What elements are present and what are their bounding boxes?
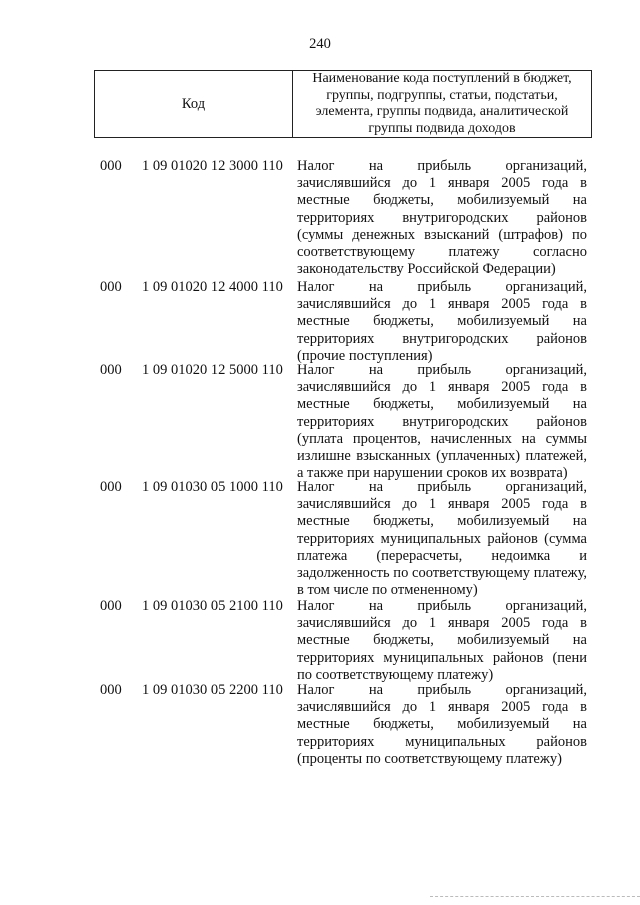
page-number: 240 xyxy=(309,36,331,52)
header-code-cell: Код xyxy=(95,71,293,137)
row-description: Налог на прибыль организаций, зачислявшийся до 1 января 2005 года в местные бюджеты, мобилизуемый на территориях муниципальных районов (проценты по соответствующему платежу) xyxy=(297,682,587,767)
row-prefix: 000 xyxy=(100,362,122,378)
table-row xyxy=(100,362,590,482)
row-code: 1 09 01020 12 3000 110 xyxy=(142,158,283,174)
row-description: Налог на прибыль организаций, зачислявшийся до 1 января 2005 года в местные бюджеты, мобилизуемый на территориях муниципальных районов (сумма платежа (перерасчеты, недоимка и задолженность по соответствующему платежу, в том числе по отмененному) xyxy=(297,479,587,599)
table-row xyxy=(100,158,590,279)
table-row xyxy=(100,479,590,598)
table-row xyxy=(100,682,590,782)
header-name-cell: Наименование кода поступлений в бюджет, группы, подгруппы, статьи, подстатьи, элемента, группы подвида, аналитической группы подвида доходов xyxy=(312,71,572,136)
row-prefix: 000 xyxy=(100,279,122,295)
scan-edge-divider xyxy=(430,896,640,898)
row-prefix: 000 xyxy=(100,158,122,174)
row-prefix: 000 xyxy=(100,682,122,698)
row-description: Налог на прибыль организаций, зачислявшийся до 1 января 2005 года в местные бюджеты, мобилизуемый на территориях внутригородских районов (прочие поступления) xyxy=(297,279,587,364)
row-code: 1 09 01020 12 4000 110 xyxy=(142,279,283,295)
table-row xyxy=(100,598,590,682)
table-body xyxy=(100,158,590,782)
row-description: Налог на прибыль организаций, зачислявшийся до 1 января 2005 года в местные бюджеты, мобилизуемый на территориях внутригородских районов (уплата процентов, начисленных на суммы излишне взысканных (уплаченных) платежей, а также при нарушении сроков их возврата) xyxy=(297,362,587,482)
row-code: 1 09 01030 05 2200 110 xyxy=(142,682,283,698)
table-row xyxy=(100,279,590,362)
table-header xyxy=(94,70,592,138)
row-code: 1 09 01030 05 2100 110 xyxy=(142,598,283,614)
row-description: Налог на прибыль организаций, зачислявшийся до 1 января 2005 года в местные бюджеты, мобилизуемый на территориях внутригородских районов (суммы денежных взысканий (штрафов) по соответствующему платежу согласно законодательству Российской Федерации) xyxy=(297,158,587,278)
row-prefix: 000 xyxy=(100,598,122,614)
row-code: 1 09 01030 05 1000 110 xyxy=(142,479,283,495)
row-code: 1 09 01020 12 5000 110 xyxy=(142,362,283,378)
row-prefix: 000 xyxy=(100,479,122,495)
row-description: Налог на прибыль организаций, зачислявшийся до 1 января 2005 года в местные бюджеты, мобилизуемый на территориях муниципальных районов (пени по соответствующему платежу) xyxy=(297,598,587,683)
